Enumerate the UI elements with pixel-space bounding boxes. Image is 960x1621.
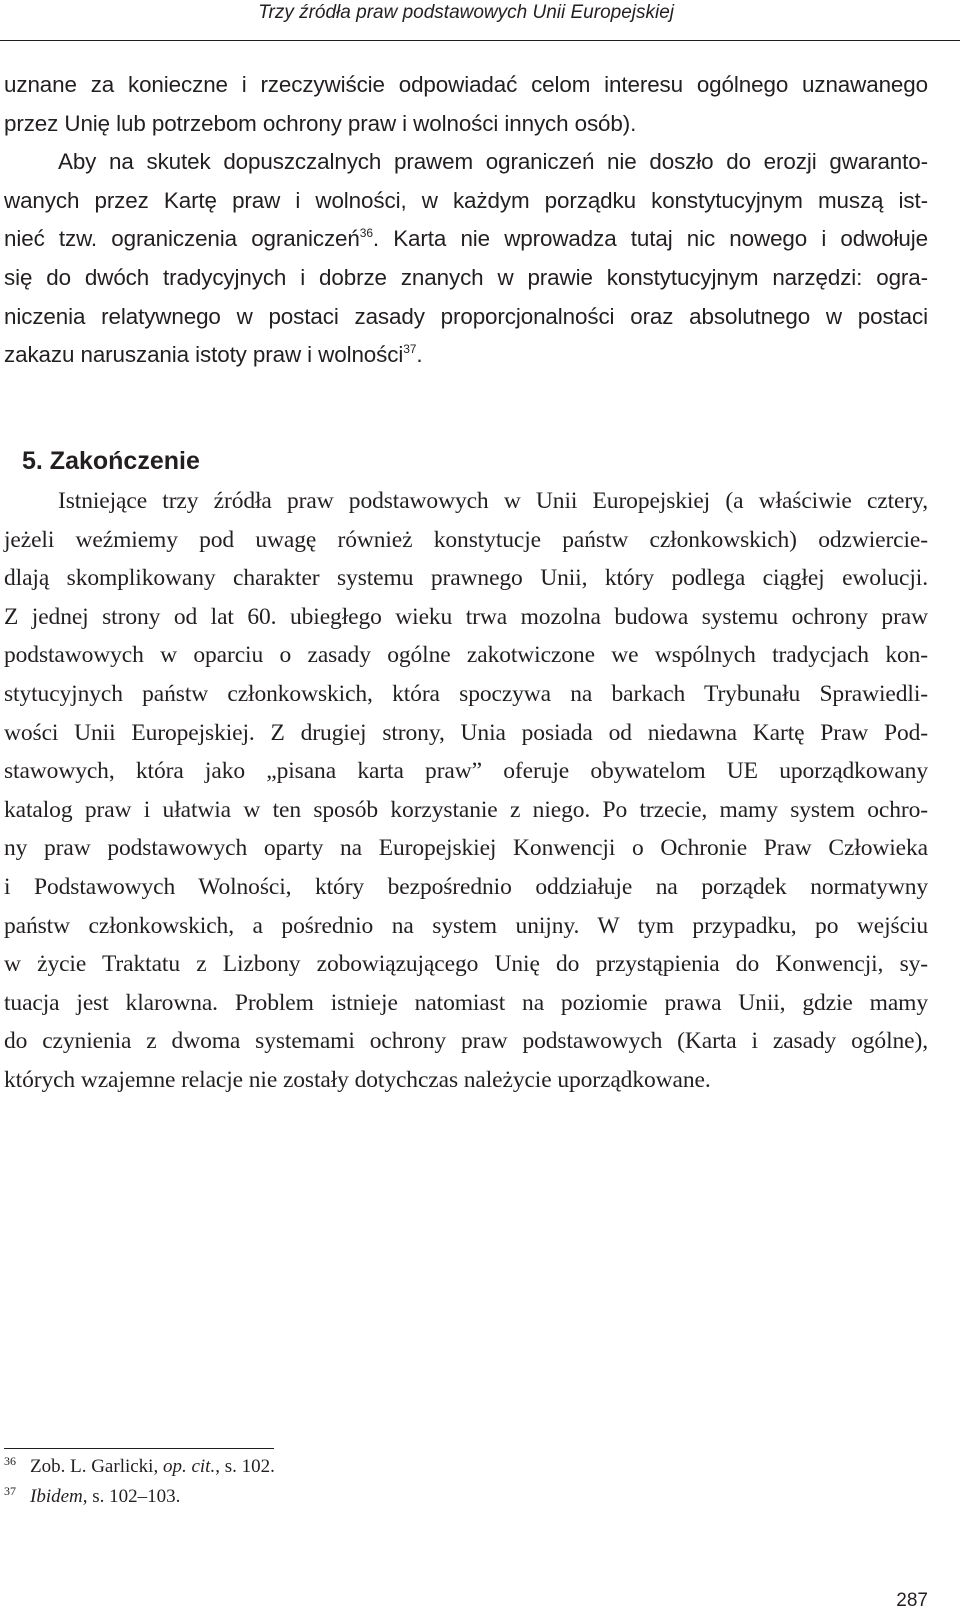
continued-section-text bbox=[4, 66, 928, 375]
text-fragment: nieć tzw. ograniczenia ograniczeń bbox=[4, 226, 360, 252]
text-line: niczenia relatywnego w postaci zasady proporcjonalności oraz absolutnego w postaci bbox=[4, 303, 928, 329]
text-line: podstawowych w oparciu o zasady ogólne zakotwiczone we wspólnych tradycjach kon- bbox=[4, 642, 928, 669]
text-line: dlają skomplikowany charakter systemu prawnego Unii, który podlega ciągłej ewolucji. bbox=[4, 565, 928, 592]
text-line: uznane za konieczne i rzeczywiście odpowiadać celom interesu ogólnego uznawanego bbox=[4, 72, 928, 97]
footnotes bbox=[4, 1452, 275, 1512]
text-line: tuacja jest klarowna. Problem istnieje natomiast na poziomie prawa Unii, gdzie mamy bbox=[4, 989, 928, 1016]
running-head-title: Trzy źródła praw podstawowych Unii Europejskiej bbox=[258, 2, 674, 23]
footnote-text: , s. 102–103. bbox=[82, 1486, 181, 1507]
text-fragment: . Karta nie wprowadza tutaj nic nowego i odwołuje bbox=[372, 226, 928, 252]
text-fragment: zakazu naruszania istoty praw i wolności bbox=[4, 342, 404, 368]
footnote-ref-36[interactable]: 36 bbox=[359, 226, 373, 241]
text-line: Z jednej strony od lat 60. ubiegłego wieku trwa mozolna budowa systemu ochrony praw bbox=[4, 603, 928, 630]
text-line: stawowych, która jako „pisana karta praw” oferuje obywatelom UE uporządkowany bbox=[4, 758, 928, 785]
text-line: wanych przez Kartę praw i wolności, w każdym porządku konstytucyjnym muszą ist- bbox=[4, 187, 928, 213]
text-line: się do dwóch tradycyjnych i dobrze znanych w prawie konstytucyjnym narzędzi: ogra- bbox=[4, 264, 928, 290]
text-line: przez Unię lub potrzebom ochrony praw i wolności innych osób). bbox=[4, 110, 637, 136]
page-number: 287 bbox=[896, 1590, 928, 1611]
footnote-36: 36 Zob. L. Garlicki, op. cit., s. 102. bbox=[4, 1454, 275, 1477]
text-line: wości Unii Europejskiej. Z drugiej strony, Unia posiada od niedawna Kartę Praw Pod- bbox=[4, 719, 928, 746]
text-line: państw członkowskich, a pośrednio na system unijny. W tym przypadku, po wejściu bbox=[4, 912, 928, 939]
text-line: w życie Traktatu z Lizbony zobowiązującego Unię do przystąpienia do Konwencji, sy- bbox=[4, 951, 928, 978]
text-line: Aby na skutek dopuszczalnych prawem ograniczeń nie doszło do erozji gwaranto- bbox=[58, 149, 928, 175]
running-head bbox=[0, 0, 960, 41]
text-line: Istniejące trzy źródła praw podstawowych w Unii Europejskiej (a właściwie cztery, bbox=[58, 488, 928, 514]
text-line bbox=[4, 220, 928, 259]
footnote-ref-37[interactable]: 37 bbox=[403, 342, 417, 357]
section-heading: 5. Zakończenie bbox=[22, 446, 200, 475]
footnote-37: 37 Ibidem, s. 102–103. bbox=[4, 1484, 181, 1507]
footnote-text: , s. 102. bbox=[215, 1456, 275, 1477]
text-line: do czynienia z dwoma systemami ochrony praw podstawowych (Karta i zasady ogólne), bbox=[4, 1028, 928, 1055]
text-fragment: . bbox=[416, 342, 423, 368]
footnote-italic: Ibidem bbox=[30, 1486, 83, 1507]
text-line: których wzajemne relacje nie zostały dotychczas należycie uporządkowane. bbox=[4, 1066, 711, 1093]
text-line bbox=[4, 336, 928, 375]
footnote-italic: op. cit. bbox=[162, 1456, 216, 1477]
text-line: katalog praw i ułatwia w ten sposób korzystanie z niego. Po trzecie, mamy system ochro- bbox=[4, 796, 928, 823]
text-line: stytucyjnych państw członkowskich, która spoczywa na barkach Trybunału Sprawiedli- bbox=[4, 680, 928, 707]
conclusion-paragraph bbox=[4, 482, 928, 1100]
footnote-text: Zob. L. Garlicki, bbox=[30, 1456, 163, 1477]
text-line: jeżeli weźmiemy pod uwagę również konstytucje państw członkowskich) odzwiercie- bbox=[4, 526, 928, 553]
text-line: i Podstawowych Wolności, który bezpośrednio oddziałuje na porządek normatywny bbox=[4, 873, 928, 900]
footnote-divider bbox=[4, 1448, 274, 1449]
text-line: ny praw podstawowych oparty na Europejskiej Konwencji o Ochronie Praw Człowieka bbox=[4, 835, 928, 862]
